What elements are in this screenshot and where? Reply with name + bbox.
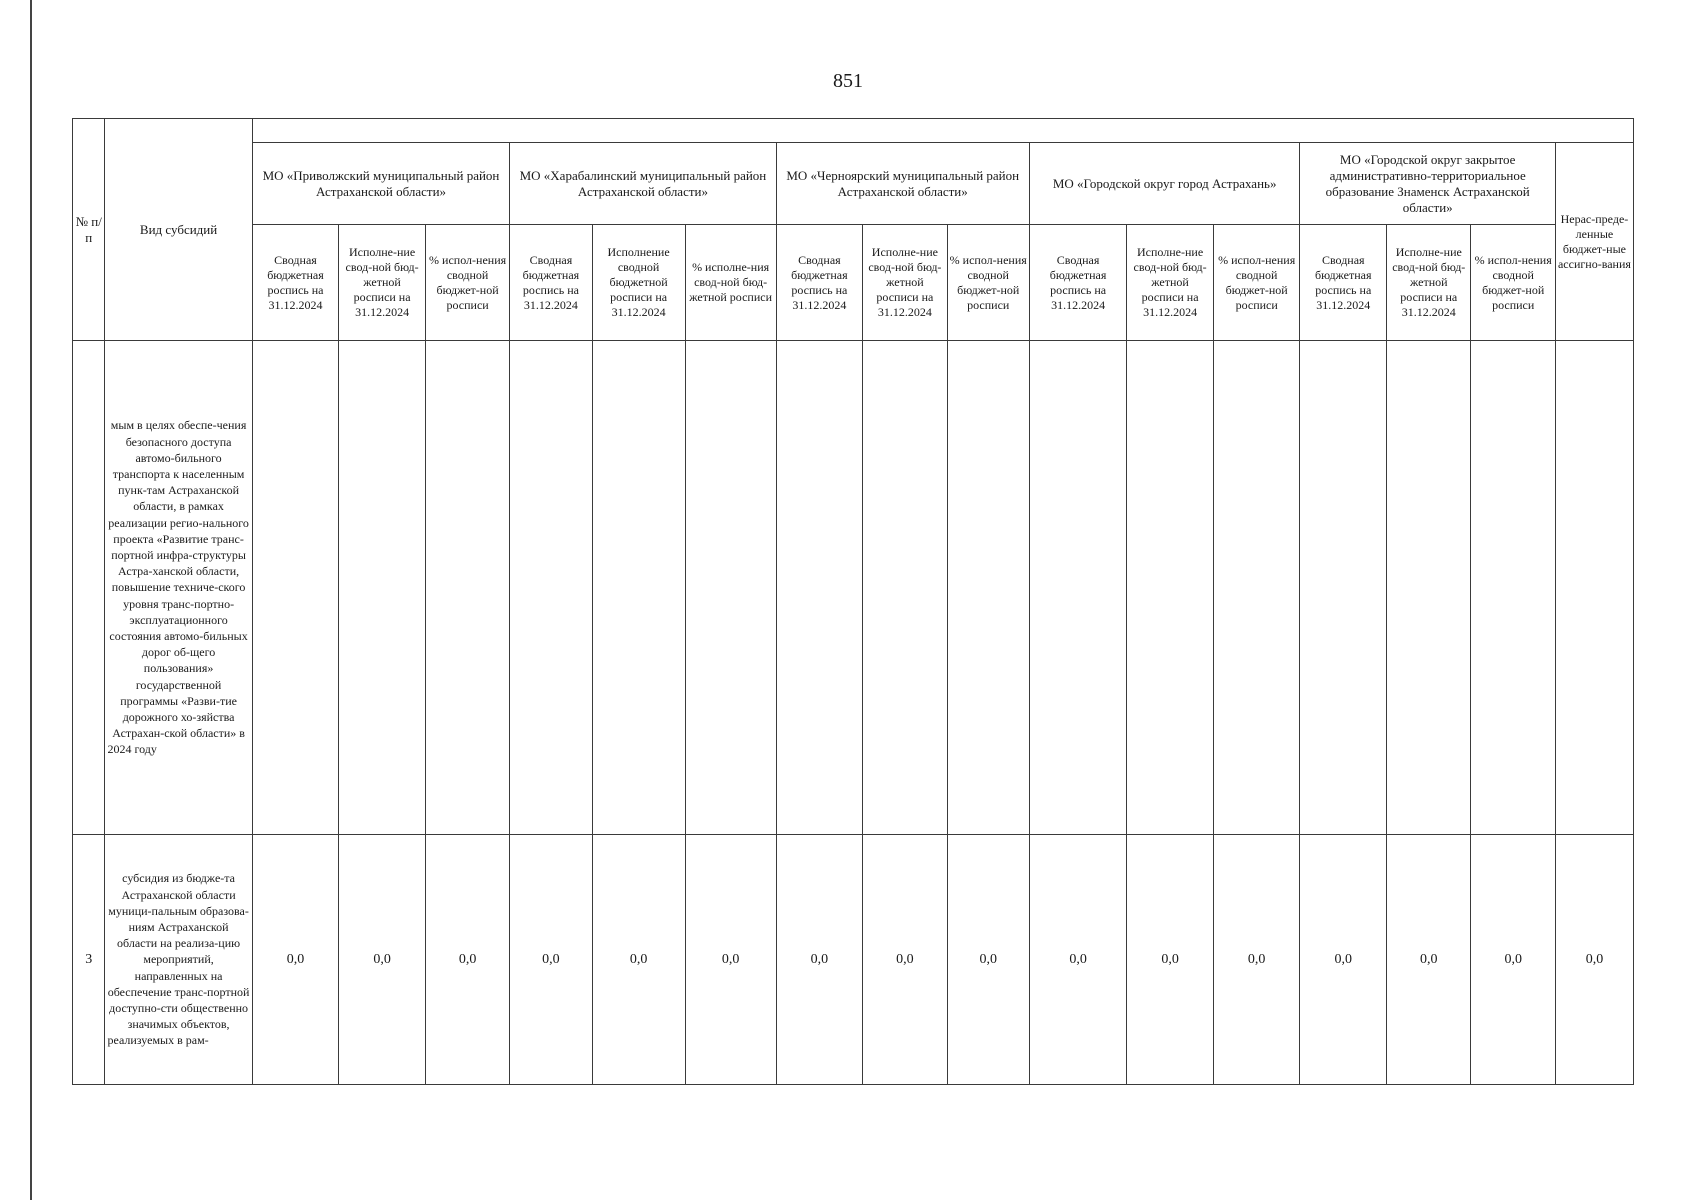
subcol-execution: Исполнение сводной бюджетной росписи на 31.12.2024 — [592, 225, 685, 341]
value-cell: 0,0 — [1387, 835, 1471, 1085]
group-header-kharabalinsky: МО «Харабалинский муниципальный район Астраханской области» — [510, 143, 776, 225]
row-number-cell — [73, 341, 105, 835]
subcol-execution: Исполне-ние свод-ной бюд-жетной росписи на 31.12.2024 — [1387, 225, 1471, 341]
subcol-execution: Исполне-ние свод-ной бюд-жетной росписи на 31.12.2024 — [863, 225, 947, 341]
value-cell — [252, 341, 339, 835]
subcol-execution-percent: % исполне-ния свод-ной бюд-жетной росписи — [685, 225, 776, 341]
value-cell: 0,0 — [425, 835, 509, 1085]
subsidy-description-cell: мым в целях обеспе-чения безопасного доступа автомо-бильного транспорта к населенным пунк-там Астраханской области, в рамках реализации регио-нального проекта «Развитие транс-портной инфра-структуры Астра-ханской области, повышение техниче-ского уровня транс-портно-эксплуатационного состояния автомо-бильных дорог об-щего пользования» государственной программы «Разви-тие дорожного хо-зяйства Астрахан-ской области» в 2024 году — [105, 341, 252, 835]
value-cell: 0,0 — [685, 835, 776, 1085]
group-header-row — [73, 143, 1634, 225]
value-cell — [592, 341, 685, 835]
value-cell — [1213, 341, 1300, 835]
subsidy-table — [72, 118, 1634, 1085]
table-row — [73, 341, 1634, 835]
value-cell — [776, 341, 863, 835]
value-cell: 0,0 — [776, 835, 863, 1085]
subcol-budget-plan: Сводная бюджетная роспись на 31.12.2024 — [510, 225, 592, 341]
value-cell — [510, 341, 592, 835]
value-cell: 0,0 — [947, 835, 1029, 1085]
value-cell — [1300, 341, 1387, 835]
value-cell — [947, 341, 1029, 835]
group-header-chernoyarsky: МО «Черноярский муниципальный район Астраханской области» — [776, 143, 1029, 225]
value-cell: 0,0 — [510, 835, 592, 1085]
subcol-budget-plan: Сводная бюджетная роспись на 31.12.2024 — [1300, 225, 1387, 341]
subcolumn-header-row — [73, 225, 1634, 341]
value-cell — [1387, 341, 1471, 835]
value-cell — [1029, 341, 1126, 835]
group-header-znamensk: МО «Городской округ закрытое административно-территориальное образование Знаменск Астраханской области» — [1300, 143, 1555, 225]
value-cell: 0,0 — [1029, 835, 1126, 1085]
unallocated-header: Нерас-преде-ленные бюджет-ные ассигно-вания — [1555, 143, 1633, 341]
value-cell — [1555, 341, 1633, 835]
value-cell: 0,0 — [252, 835, 339, 1085]
value-cell — [339, 341, 426, 835]
group-header-privolzhsky: МО «Приволжский муниципальный район Астраханской области» — [252, 143, 510, 225]
subsidy-type-header: Вид субсидий — [105, 119, 252, 341]
subcol-execution-percent: % испол-нения сводной бюджет-ной росписи — [1471, 225, 1555, 341]
value-cell: 0,0 — [863, 835, 947, 1085]
subcol-budget-plan: Сводная бюджетная роспись на 31.12.2024 — [1029, 225, 1126, 341]
binding-line — [30, 0, 32, 1200]
subcol-execution-percent: % испол-нения сводной бюджет-ной росписи — [947, 225, 1029, 341]
group-header-astrakhan: МО «Городской округ город Астрахань» — [1029, 143, 1300, 225]
page-number: 851 — [833, 70, 863, 92]
value-cell: 0,0 — [1213, 835, 1300, 1085]
value-cell: 0,0 — [592, 835, 685, 1085]
subcol-budget-plan: Сводная бюджетная роспись на 31.12.2024 — [776, 225, 863, 341]
value-cell — [1127, 341, 1214, 835]
header-spacer-row — [73, 119, 1634, 143]
value-cell: 0,0 — [1300, 835, 1387, 1085]
header-spacer-cell — [252, 119, 1633, 143]
subcol-execution: Исполне-ние свод-ной бюд-жетной росписи на 31.12.2024 — [339, 225, 426, 341]
subcol-execution: Исполне-ние свод-ной бюд-жетной росписи на 31.12.2024 — [1127, 225, 1214, 341]
value-cell — [1471, 341, 1555, 835]
value-cell — [863, 341, 947, 835]
subsidy-description-cell: субсидия из бюдже-та Астраханской области муници-пальным образова-ниям Астраханской области на реализа-цию мероприятий, направленных на обеспечение транс-портной доступно-сти общественно значимых объектов, реализуемых в рам- — [105, 835, 252, 1085]
table-row — [73, 835, 1634, 1085]
row-number-cell: 3 — [73, 835, 105, 1085]
value-cell: 0,0 — [1471, 835, 1555, 1085]
subcol-budget-plan: Сводная бюджетная роспись на 31.12.2024 — [252, 225, 339, 341]
row-number-header: № п/п — [73, 119, 105, 341]
subcol-execution-percent: % испол-нения сводной бюджет-ной росписи — [1213, 225, 1300, 341]
value-cell — [425, 341, 509, 835]
value-cell — [685, 341, 776, 835]
value-cell: 0,0 — [1555, 835, 1633, 1085]
value-cell: 0,0 — [1127, 835, 1214, 1085]
value-cell: 0,0 — [339, 835, 426, 1085]
subcol-execution-percent: % испол-нения сводной бюджет-ной росписи — [425, 225, 509, 341]
